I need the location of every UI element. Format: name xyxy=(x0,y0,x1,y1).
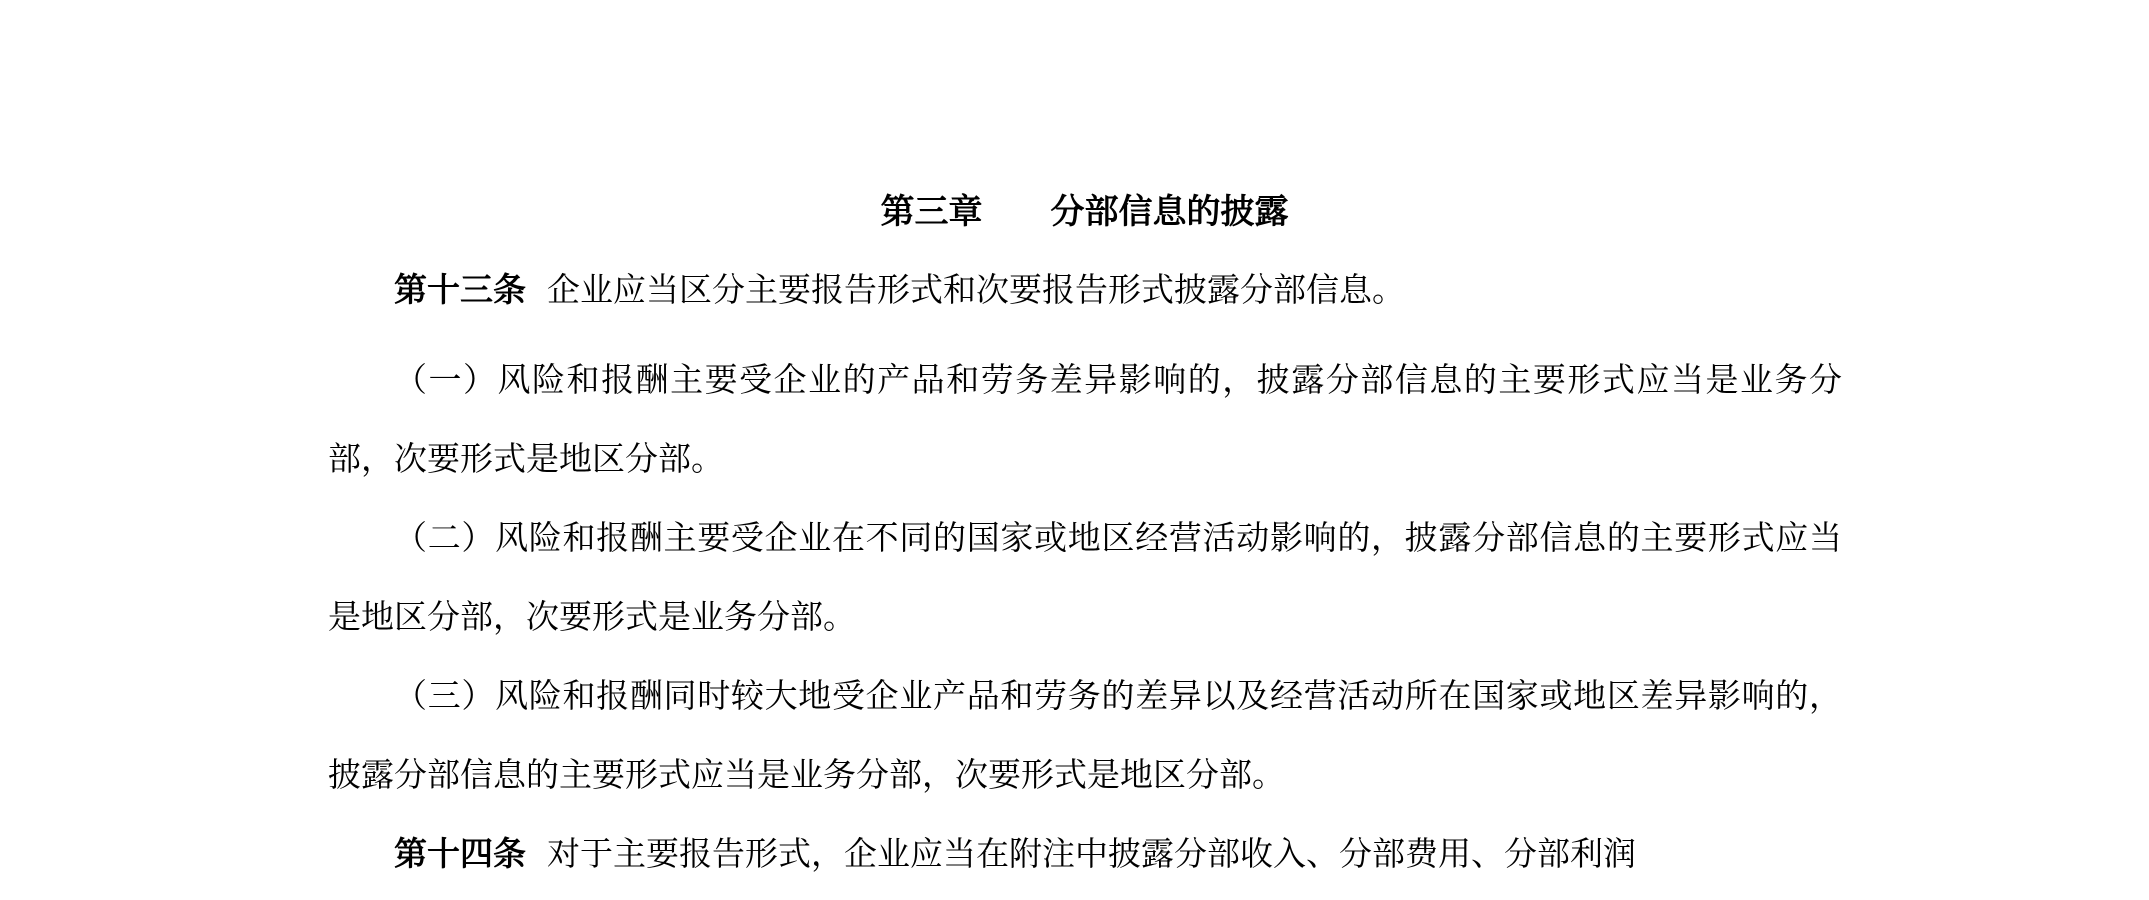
article-13-number: 第十三条 xyxy=(394,270,526,309)
article-13-text: 企业应当区分主要报告形式和次要报告形式披露分部信息。 xyxy=(546,270,1405,309)
article-13-item-3: （三）风险和报酬同时较大地受企业产品和劳务的差异以及经营活动所在国家或地区差异影响的，披露分部信息的主要形式应当是业务分部，次要形式是地区分部。 xyxy=(328,676,1842,794)
article-13 xyxy=(328,262,1842,318)
chapter-title: 第三章 分部信息的披露 xyxy=(880,192,1289,232)
article-13-item-2: （二）风险和报酬主要受企业在不同的国家或地区经营活动影响的，披露分部信息的主要形式应当是地区分部，次要形式是业务分部。 xyxy=(328,518,1842,636)
article-13-item-1: （一）风险和报酬主要受企业的产品和劳务差异影响的，披露分部信息的主要形式应当是业务分部，次要形式是地区分部。 xyxy=(328,360,1842,478)
article-14-number: 第十四条 xyxy=(394,834,526,873)
article-14 xyxy=(328,814,1842,893)
article-14-text: 对于主要报告形式，企业应当在附注中披露分部收入、分部费用、分部利润 xyxy=(546,834,1636,873)
document-body xyxy=(328,262,1842,893)
